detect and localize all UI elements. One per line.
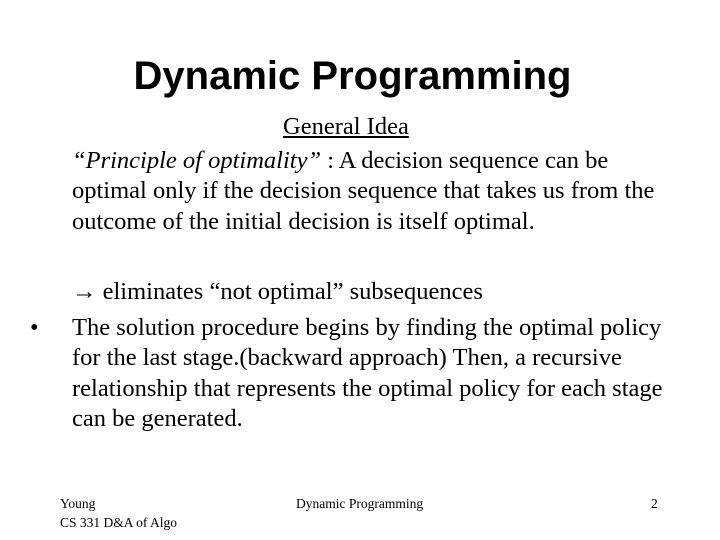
slide-title: Dynamic Programming [133,54,572,98]
bullet-item: The solution procedure begins by finding the optimal policy for the last stage.(backward approach) Then, a recursive relationship that represents the optimal policy for each stage can be generated. [72,314,663,433]
footer-author: Young [60,496,96,511]
implication-line [72,277,483,307]
bullet-icon: • [30,314,39,341]
footer-course: CS 331 D&A of Algo [60,515,178,530]
right-arrow-icon: → [72,278,97,305]
footer-topic: Dynamic Programming [296,496,424,511]
principle-text: : A decision sequence can be optimal only if the decision sequence that takes us from the outcome of the initial decision is itself optimal. [72,147,655,235]
page-number: 2 [651,496,658,511]
slide-subtitle: General Idea [283,113,409,140]
implication-text: eliminates “not optimal” subsequences [96,278,483,305]
footer-left [60,494,177,532]
principle-term: “Principle of optimality” [72,147,322,174]
principle-paragraph [72,146,682,237]
